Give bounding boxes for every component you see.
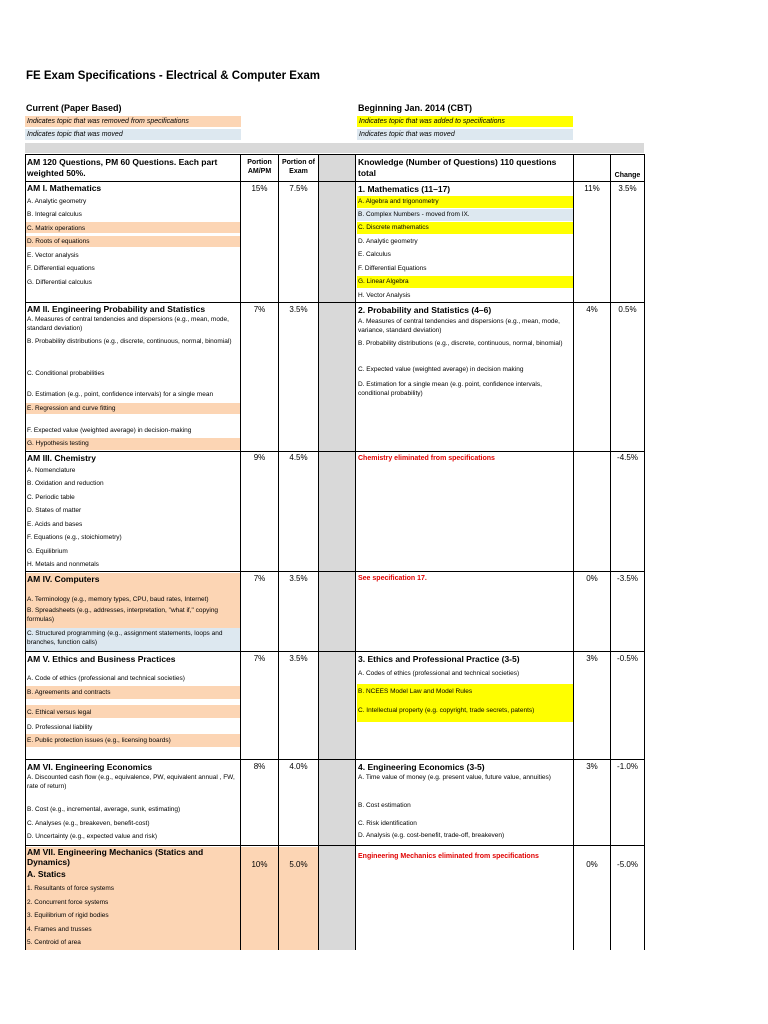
- list-item: B. Integral calculus: [27, 211, 82, 218]
- comp-ampm: 7%: [253, 574, 266, 583]
- portion-exam-header: Portion of Exam: [281, 159, 316, 175]
- econ-change: -1.0%: [617, 762, 638, 771]
- list-item: 2. Concurrent force systems: [27, 899, 109, 906]
- list-item: 3. Equilibrium of rigid bodies: [27, 912, 109, 919]
- prob-ampm: 7%: [253, 305, 266, 314]
- list-item: C. Matrix operations: [27, 225, 86, 232]
- list-item: A. Algebra and trigonometry: [358, 198, 439, 205]
- econ-ampm: 8%: [253, 762, 266, 771]
- list-item: B. Oxidation and reduction: [27, 480, 104, 487]
- list-item: F. Differential equations: [27, 265, 95, 272]
- legend-removed: Indicates topic that was removed from specifications: [25, 116, 241, 127]
- list-item: A. Analytic geometry: [27, 198, 87, 205]
- list-item: D. Uncertainty (e.g., expected value and risk): [27, 833, 158, 840]
- list-item: B. Spreadsheets (e.g., addresses, interpretation, "what if," copying formulas): [27, 607, 219, 623]
- comp-left-title: AM IV. Computers: [27, 574, 100, 584]
- legend-moved-left: Indicates topic that was moved: [25, 129, 241, 140]
- header-band: [25, 143, 644, 153]
- ethics-ampm: 7%: [253, 654, 266, 663]
- list-item: B. Probability distributions (e.g., discrete, continuous, normal, binomial): [358, 340, 563, 347]
- list-item: E. Calculus: [358, 251, 391, 258]
- list-item: A. Code of ethics (professional and technical societies): [27, 675, 185, 682]
- list-item: B. Agreements and contracts: [27, 689, 111, 696]
- chem-change: -4.5%: [617, 453, 638, 462]
- list-item: E. Regression and curve fitting: [27, 405, 116, 412]
- legend-added: Indicates topic that was added to specifications: [357, 116, 573, 127]
- list-item: D. Analysis (e.g. cost-benefit, trade-off, breakeven): [358, 832, 505, 839]
- econ-left-title: AM VI. Engineering Economics: [27, 762, 153, 772]
- comp-see-spec-note: See specification 17.: [358, 575, 427, 582]
- list-item: B. Cost estimation: [358, 802, 411, 809]
- comp-change: -3.5%: [617, 574, 638, 583]
- prob-change: 0.5%: [618, 305, 637, 314]
- ethics-right-title: 3. Ethics and Professional Practice (3-5): [358, 654, 520, 664]
- list-item: E. Acids and bases: [27, 521, 83, 528]
- list-item: 5. Centroid of area: [27, 939, 81, 946]
- list-item: F. Expected value (weighted average) in decision-making: [27, 427, 192, 434]
- chem-eliminated-note: Chemistry eliminated from specifications: [358, 455, 495, 462]
- page-title: FE Exam Specifications - Electrical & Computer Exam: [26, 70, 320, 82]
- list-item: G. Hypothesis testing: [27, 440, 89, 447]
- comp-exam: 3.5%: [289, 574, 308, 583]
- list-item: A. Measures of central tendencies and dispersions (e.g., mean, mode, variance, standard deviation): [358, 318, 560, 334]
- econ-exam: 4.0%: [289, 762, 308, 771]
- math-exam: 7.5%: [289, 184, 308, 193]
- list-item: C. Ethical versus legal: [27, 709, 92, 716]
- list-item: F. Equations (e.g., stoichiometry): [27, 534, 122, 541]
- list-item: E. Vector analysis: [27, 252, 79, 259]
- list-item: B. NCEES Model Law and Model Rules: [358, 688, 473, 695]
- list-item: C. Intellectual property (e.g. copyright, trade secrets, patents): [358, 707, 535, 714]
- chem-ampm: 9%: [253, 453, 266, 462]
- list-item: C. Risk identification: [358, 820, 417, 827]
- list-item: G. Linear Algebra: [358, 278, 409, 285]
- list-item: D. Roots of equations: [27, 238, 90, 245]
- ethics-exam: 3.5%: [289, 654, 308, 663]
- list-item: D. States of matter: [27, 507, 82, 514]
- list-item: A. Time value of money (e.g. present value, future value, annuities): [358, 774, 551, 781]
- list-item: C. Periodic table: [27, 494, 75, 501]
- chem-left-title: AM III. Chemistry: [27, 453, 96, 463]
- list-item: H. Metals and nonmetals: [27, 561, 99, 568]
- list-item: C. Analyses (e.g., breakeven, benefit-cost): [27, 820, 150, 827]
- portion-ampm-header: Portion AM/PM: [247, 159, 272, 175]
- chem-exam: 4.5%: [289, 453, 308, 462]
- list-item: D. Estimation (e.g., point, confidence intervals) for a single mean: [27, 391, 214, 398]
- math-right-title: 1. Mathematics (11–17): [358, 184, 451, 194]
- list-item: 4. Frames and trusses: [27, 926, 92, 933]
- math-ampm: 15%: [251, 184, 268, 193]
- legend-moved-right: Indicates topic that was moved: [357, 129, 573, 140]
- list-item: C. Expected value (weighted average) in decision making: [358, 366, 524, 373]
- comp-pct: 0%: [586, 574, 598, 583]
- prob-left-title: AM II. Engineering Probability and Statistics: [27, 304, 206, 314]
- mech-eliminated-note: Engineering Mechanics eliminated from specifications: [358, 853, 539, 860]
- cbt-header: Beginning Jan. 2014 (CBT): [358, 103, 473, 113]
- prob-right-title: 2. Probability and Statistics (4–6): [358, 305, 492, 315]
- math-change: 3.5%: [618, 184, 637, 193]
- list-item: C. Conditional probabilities: [27, 370, 105, 377]
- list-item: A. Discounted cash flow (e.g., equivalence, PW, equivalent annual , FW, rate of return): [27, 774, 235, 790]
- list-item: B. Cost (e.g., incremental, average, sunk, estimating): [27, 806, 181, 813]
- math-left-title: AM I. Mathematics: [27, 183, 102, 193]
- list-item: A. Nomenclature: [27, 467, 76, 474]
- list-item: H. Vector Analysis: [358, 292, 411, 299]
- list-item: C. Structured programming (e.g., assignment statements, loops and branches, function calls): [27, 630, 223, 646]
- mech-left-title: AM VII. Engineering Mechanics (Statics and Dynamics): [27, 847, 204, 867]
- mech-exam: 5.0%: [289, 860, 308, 869]
- mech-ampm: 10%: [251, 860, 268, 869]
- list-item: G. Equilibrium: [27, 548, 68, 555]
- mech-pct: 0%: [586, 860, 598, 869]
- list-item: C. Discrete mathematics: [358, 224, 429, 231]
- ethics-change: -0.5%: [617, 654, 638, 663]
- current-col-header: AM 120 Questions, PM 60 Questions. Each part weighted 50%.: [27, 157, 218, 178]
- list-item: B. Probability distributions (e.g., discrete, continuous, normal, binomial): [27, 338, 232, 345]
- mech-statics-title: A. Statics: [27, 869, 66, 879]
- list-item: A. Measures of central tendencies and dispersions (e.g., mean, mode, standard deviation): [27, 316, 229, 332]
- list-item: A. Codes of ethics (professional and technical societies): [358, 670, 520, 677]
- prob-pct: 4%: [586, 305, 598, 314]
- mech-change: -5.0%: [617, 860, 638, 869]
- ethics-pct: 3%: [586, 654, 598, 663]
- prob-exam: 3.5%: [289, 305, 308, 314]
- econ-pct: 3%: [586, 762, 598, 771]
- list-item: D. Analytic geometry: [358, 238, 418, 245]
- list-item: F. Differential Equations: [358, 265, 427, 272]
- current-header: Current (Paper Based): [26, 103, 122, 113]
- list-item: B. Complex Numbers - moved from IX.: [358, 211, 470, 218]
- change-header: Change: [614, 172, 641, 179]
- econ-right-title: 4. Engineering Economics (3-5): [358, 762, 485, 772]
- ethics-left-title: AM V. Ethics and Business Practices: [27, 654, 176, 664]
- list-item: 1. Resultants of force systems: [27, 885, 115, 892]
- list-item: D. Professional liability: [27, 724, 93, 731]
- list-item: A. Terminology (e.g., memory types, CPU, baud rates, Internet): [27, 596, 209, 603]
- list-item: D. Estimation for a single mean (e.g. point, confidence intervals, conditional probability): [358, 381, 542, 397]
- list-item: E. Public protection issues (e.g., licensing boards): [27, 737, 171, 744]
- knowledge-col-header: Knowledge (Number of Questions) 110 questions total: [358, 157, 557, 178]
- list-item: G. Differential calculus: [27, 279, 92, 286]
- math-pct: 11%: [584, 184, 600, 193]
